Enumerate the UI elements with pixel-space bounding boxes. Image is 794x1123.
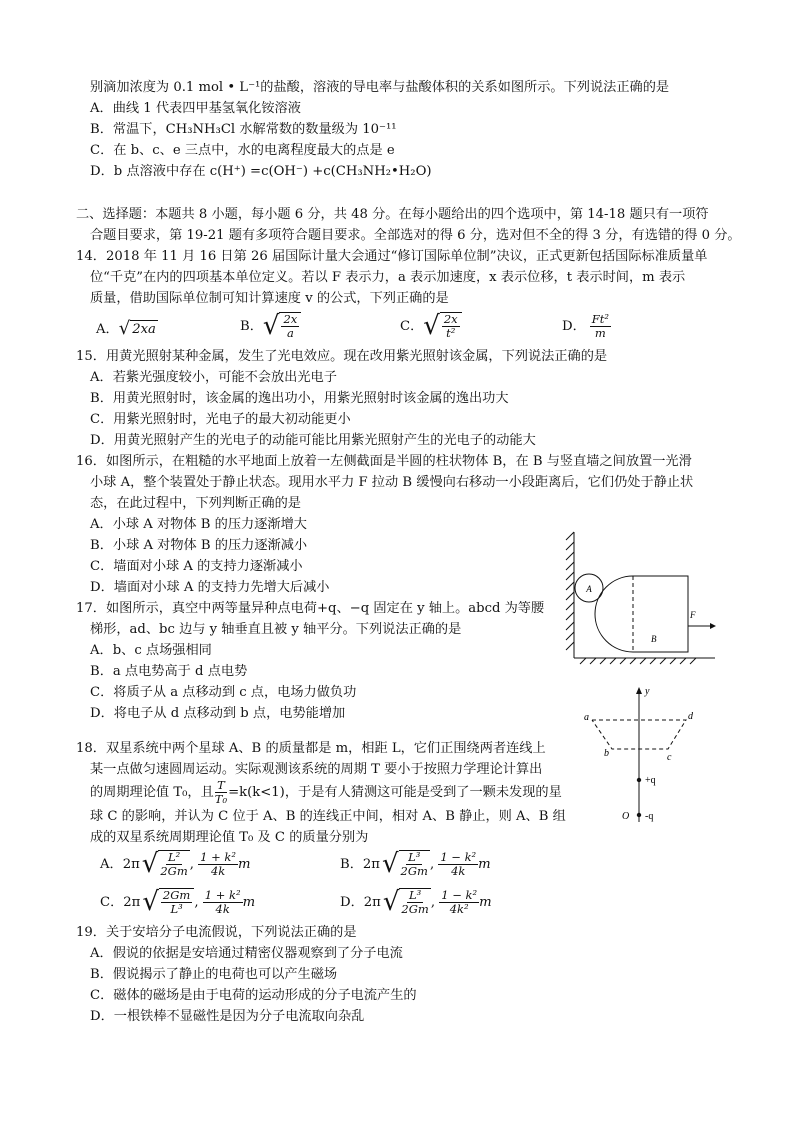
q16-stem-line2: 小球 A，整个装置处于静止状态。现用水平力 F 拉动 B 缓慢向右移动一小段距离后，它们仍处于静止状 [90, 475, 694, 490]
q14-option-c-label: C． [400, 318, 424, 334]
q18-option-c-fnum: 1 + k² [204, 887, 241, 902]
q14-stem-line1: 14．2018 年 11 月 16 日第 26 届国际计量大会通过“修订国际单位制”决议，正式更新包括国际标准质量单 [76, 249, 708, 264]
prev-option-d: D．b 点溶液中存在 c(H⁺) =c(OH⁻) +c(CH₃NH₂•H₂O) [90, 164, 432, 179]
q16-stem-line1: 16．如图所示，在粗糙的水平地面上放着一左侧截面是半圆的柱状物体 B，在 B 与竖直墙之间放置一光滑 [76, 454, 692, 469]
q14-option-b: B． √ $\frac{2x}{a}$ [240, 308, 301, 344]
q18-stem-line4: 球 C 的影响，并认为 C 位于 A、B 的连线正中间，相对 A、B 静止，则 A、B 组 [90, 809, 566, 824]
q18-option-a: A．2π √ $\frac{\text{L²}}{2Gm}$ , $\frac{\text{1 + k²}}{4k}$ m [100, 849, 251, 879]
q18-stem-line5: 成的双星系统周期理论值 T₀ 及 C 的质量分别为 [90, 830, 369, 845]
q18-option-a-rden: 2Gm [160, 864, 188, 878]
q19-option-d: D．一根铁棒不显磁性是因为分子电流取向杂乱 [90, 1009, 365, 1024]
q14-stem-line3: 质量，借助国际单位制可知计算速度 v 的公式，下列正确的是 [90, 291, 449, 306]
q18-option-b: B．2π √ $\frac{\text{L³}}{2Gm}$ , $\frac{\text{1 − k²}}{4k}$ m [340, 849, 491, 879]
q18-option-a-m: m [238, 856, 251, 872]
fig-label-a: A [586, 584, 592, 594]
q14-option-a-sqrt: √ 2xa [118, 318, 156, 339]
fig-label-f: F [690, 610, 696, 620]
fig-label-y: y [645, 686, 650, 697]
q18-ratio-den: T₀ [214, 791, 228, 806]
q19-option-a: A．假说的依据是安培通过精密仪器观察到了分子电流 [90, 946, 403, 961]
q14-option-a [96, 314, 158, 344]
q18-option-c-fden: 4k [215, 901, 230, 916]
section-header-line1: 二、选择题：本题共 8 小题，每小题 6 分，共 48 分。在每小题给出的四个选项中，第 14-18 题只有一项符 [76, 207, 709, 222]
q17-option-b: B．a 点电势高于 d 点电势 [90, 664, 248, 679]
q14-stem-line2: 位“千克”在内的四项基本单位定义。若以 F 表示力，a 表示加速度，x 表示位移，t 表示时间，m 表示 [90, 270, 686, 285]
q18-option-b-label: B．2π [340, 856, 380, 872]
q14-option-c: C． √ $\frac{2x}{\text{t²}}$ [400, 308, 462, 344]
q16-figure [560, 528, 720, 668]
charge-plus-q [637, 778, 641, 782]
force-f-arrowhead [710, 623, 716, 629]
q18-option-a-fden: 4k [210, 863, 226, 878]
prev-option-b: B．常温下，CH₃NH₃Cl 水解常数的数量级为 10⁻¹¹ [90, 122, 397, 137]
q15-option-d: D．用黄光照射产生的光电子的动能可能比用紫光照射产生的光电子的动能大 [90, 433, 536, 448]
prev-question-line: 别滴加浓度为 0.1 mol • L⁻¹的盐酸，溶液的导电率与盐酸体积的关系如图所示。下列说法正确的是 [90, 80, 670, 95]
fig-label-minus-q: -q [645, 811, 654, 822]
charge-minus-q [637, 813, 641, 817]
prev-option-c: C．在 b、c、e 三点中，水的电离程度最大的点是 e [90, 143, 395, 158]
q18-option-c-rnum: 2Gm [162, 888, 191, 902]
q14-option-d-num: Ft² [591, 311, 609, 326]
fig-label-b: B [651, 634, 657, 644]
q18-option-d-rnum: L³ [408, 888, 422, 902]
q14-option-b-num: 2x [283, 312, 298, 326]
q17-option-d: D．将电子从 d 点移动到 b 点，电势能增加 [90, 706, 346, 721]
q18-stem-line2: 某一点做匀速圆周运动。实际观测该系统的周期 T 要小于按照力学理论计算出 [90, 762, 543, 777]
q14-option-a-expr: 2xa [132, 322, 156, 337]
q15-option-c: C．用紫光照射时，光电子的最大初动能更小 [90, 412, 351, 427]
fig-label-a: a [584, 712, 589, 723]
q18-stem-line3 [90, 778, 562, 806]
q16-stem-line3: 态，在此过程中，下列判断正确的是 [90, 496, 301, 511]
q14-option-c-den: t² [446, 326, 456, 340]
q18-option-a-label: A．2π [100, 856, 140, 872]
q18-stem-line3b: =k(k<1)，于是有人猜测这可能是受到了一颗未发现的星 [228, 784, 562, 800]
q18-option-c: C．2π √ $\frac{2Gm}{\text{L³}}$ , $\frac{\text{1 + k²}}{4k}$ m [100, 887, 256, 917]
q18-option-b-m: m [478, 856, 491, 872]
q18-option-c-m: m [242, 894, 256, 910]
q17-stem-line2: 梯形，ad、bc 边与 y 轴垂直且被 y 轴平分。下列说法正确的是 [90, 622, 462, 637]
q15-option-a: A．若紫光强度较小，可能不会放出光电子 [90, 370, 337, 385]
q15-option-b: B．用黄光照射时，该金属的逸出功小，用紫光照射时该金属的逸出功大 [90, 391, 509, 406]
q18-option-d-m: m [479, 894, 492, 910]
q18-option-a-fnum: 1 + k² [200, 849, 237, 864]
fig-label-plus-q: +q [645, 775, 656, 786]
q18-option-d-rden: 2Gm [401, 902, 429, 916]
q16-option-d: D．墙面对小球 A 的支持力先增大后减小 [90, 580, 330, 595]
q14-option-d-label: D． [562, 318, 586, 334]
y-axis-arrowhead [636, 687, 642, 694]
q14-option-b-den: a [286, 326, 294, 340]
q18-stem-line3a: 的周期理论值 T₀，且 [90, 784, 214, 800]
fig-label-o: O [622, 811, 630, 822]
q17-stem-line1: 17．如图所示，真空中两等量异种点电荷+q、−q 固定在 y 轴上。abcd 为等腰 [76, 601, 545, 616]
q18-ratio-num: T [217, 777, 225, 792]
q14-option-b-label: B． [240, 318, 263, 334]
section-header-line2: 合题目要求，第 19-21 题有多项符合题目要求。全部选对的得 6 分，选对但不全的得 3 分，有选错的得 0 分。 [90, 228, 741, 243]
q18-option-c-label: C．2π [100, 894, 141, 910]
q17-figure [578, 682, 708, 827]
q18-option-b-rden: 2Gm [400, 864, 428, 878]
q19-option-c: C．磁体的磁场是由于电荷的运动形成的分子电流产生的 [90, 988, 417, 1003]
fig-label-b: b [604, 748, 609, 759]
q18-option-a-rnum: L² [167, 850, 181, 864]
q18-option-b-fden: 4k [451, 863, 466, 878]
wall-hatching [566, 532, 715, 664]
q15-stem: 15．用黄光照射某种金属，发生了光电效应。现在改用紫光照射该金属，下列说法正确的是 [76, 349, 608, 364]
q16-option-b: B．小球 A 对物体 B 的压力逐渐减小 [90, 538, 308, 553]
q18-option-d-fnum: 1 − k² [441, 887, 478, 902]
body-b [595, 576, 688, 652]
q17-option-c: C．将质子从 a 点移动到 c 点，电场力做负功 [90, 685, 357, 700]
q18-option-b-fnum: 1 − k² [440, 849, 477, 864]
q18-option-b-rnum: L³ [408, 850, 421, 864]
q18-option-d: D．2π √ $\frac{\text{L³}}{2Gm}$ , $\frac{\text{1 − k²}}{\text{4k²}}$ m [340, 887, 492, 917]
q18-option-d-fden: 4k² [449, 901, 469, 916]
q16-option-a: A．小球 A 对物体 B 的压力逐渐增大 [90, 517, 307, 532]
prev-option-a: A．曲线 1 代表四甲基氢氧化铵溶液 [90, 101, 301, 116]
q16-option-c: C．墙面对小球 A 的支持力逐渐减小 [90, 559, 303, 574]
q14-option-d [562, 308, 611, 344]
fig-label-d: d [688, 711, 693, 722]
q14-option-d-den: m [594, 325, 606, 340]
q19-stem: 19．关于安培分子电流假说，下列说法正确的是 [76, 925, 357, 940]
q18-stem-line1: 18．双星系统中两个星球 A、B 的质量都是 m，相距 L，它们正围绕两者连线上 [76, 741, 546, 756]
q14-option-c-num: 2x [443, 312, 458, 326]
q17-option-a: A．b、c 点场强相同 [90, 643, 212, 658]
fig-label-c: c [667, 752, 672, 763]
q18-option-c-rden: L³ [170, 902, 183, 916]
q14-option-a-label: A． [96, 321, 119, 337]
q19-option-b: B．假说揭示了静止的电荷也可以产生磁场 [90, 967, 338, 982]
q18-option-d-label: D．2π [340, 894, 381, 910]
